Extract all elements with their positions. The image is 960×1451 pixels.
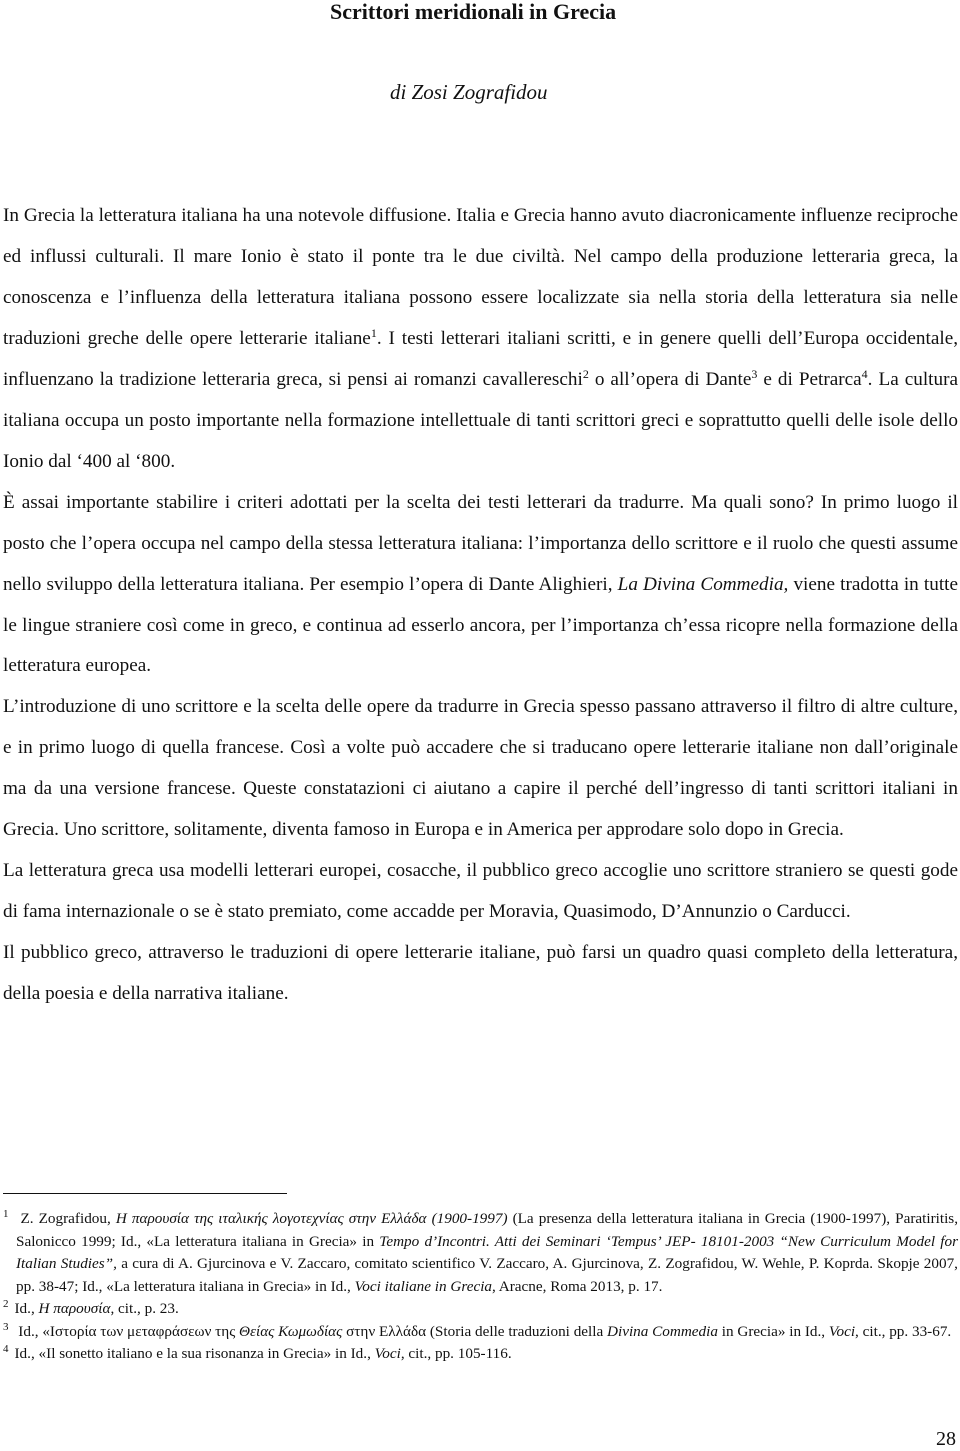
footnote-ref-3[interactable]: 3 [751, 366, 758, 381]
footnote-separator [3, 1193, 287, 1194]
text-span: Id., «Il sonetto italiano e la sua risonanza in Grecia» in Id., [14, 1345, 375, 1362]
greek-title: Η παρουσία της ιταλικής λογοτεχνίας στην Ελλάδα (1900-1997) [115, 1210, 508, 1227]
work-title: Tempo d’Incontri. Atti dei Seminari ‘Tempus’ JEP- 18101-2003 “New Curriculum Model for Italian Studies”, [16, 1232, 958, 1272]
footnote-number: 4 [3, 1343, 9, 1355]
paragraph-1 [3, 196, 958, 483]
footnote-number: 3 [3, 1320, 9, 1333]
footnotes [3, 1208, 958, 1366]
footnote-number: 1 [3, 1208, 9, 1220]
paragraph-5: Il pubblico greco, attraverso le traduzioni di opere letterarie italiane, può farsi un quadro quasi completo della letteratura, della poesia e della narrativa italiane. [3, 942, 958, 1005]
article-body [3, 196, 958, 1015]
footnote-3 [3, 1321, 958, 1344]
footnote-ref-1[interactable]: 1 [370, 325, 377, 340]
greek-title: Θείας Κωμωδίας [239, 1322, 343, 1340]
article-title: Scrittori meridionali in Grecia [330, 0, 617, 24]
text-span: In Grecia la letteratura italiana ha una notevole diffusione. Italia e Grecia hanno avuto diacronicamente influenze reciproche ed influssi culturali. Il mare Ionio è stato il ponte tra le due civiltà. Nel campo della produzione letteraria greca, la conoscenza e l’influenza della letteratura italiana possono essere localizzate sia nella storia della letteratura sia nelle traduzioni greche delle opere letterarie italiane [3, 205, 958, 349]
text-span: a cura di A. Gjurcinova e V. Zaccaro, comitato scientifico V. Zaccaro, A. Gjurcinova, Z. Zografidou, W. Wehle, P. Koprda. Skopje 2007, pp. 38-47; Id., «La letteratura italiana in Grecia» in Id., [16, 1255, 958, 1295]
work-title: Divina Commedia [607, 1322, 718, 1340]
text-span: , cit., p. 23. [110, 1300, 179, 1317]
greek-title: Η παρουσία [38, 1300, 111, 1317]
text-span: Id., [14, 1300, 39, 1317]
text-span: . I testi letterari italiani scritti, e in genere quelli dell’Europa occidentale, influenzano la tradizione letteraria greca, si pensi ai romanzi cavallereschi [3, 327, 959, 390]
paragraph-3: L’introduzione di uno scrittore e la scelta delle opere da tradurre in Grecia spesso passano attraverso il filtro di altre culture, e in primo luogo di quella francese. Così a volte può accadere che si traducano opere letterarie italiane non dall’originale ma da una versione francese. Queste constatazioni ci aiutano a capire il perché dell’ingresso di tanti scrittori italiani in Grecia. Uno scrittore, solitamente, diventa famoso in Europa e in America per approdare solo dopo in Grecia. [3, 696, 958, 841]
footnote-ref-2[interactable]: 2 [582, 366, 589, 381]
text-span: Z. Zografidou, [20, 1210, 116, 1227]
work-title: Voci [374, 1345, 401, 1362]
text-span: , cit., pp. 33-67. [855, 1322, 952, 1340]
text-span: (La presenza della letteratura italiana in Grecia (1900-1997), Paratiritis, Salonicco 1999; Id., «La letteratura italiana in Grecia» in [16, 1210, 958, 1250]
text-span: στην Ελλάδα (Storia delle traduzioni della [342, 1322, 608, 1340]
text-span: , Aracne, Roma 2013, p. 17. [492, 1277, 663, 1295]
paragraph-2 [3, 483, 958, 688]
article-author: di Zosi Zografidou [390, 80, 548, 104]
work-title: Voci italiane in Grecia [354, 1277, 493, 1295]
footnote-1 [3, 1208, 958, 1298]
text-span: in Grecia» in Id., [717, 1322, 829, 1340]
footnote-ref-4[interactable]: 4 [861, 366, 868, 381]
text-span: . La cultura italiana occupa un posto importante nella formazione intellettuale di tanti scrittori greci e soprattutto quelli delle isole dello Ionio dal ‘400 al ‘800. [3, 368, 958, 472]
footnote-2 [3, 1298, 958, 1321]
text-span: È assai importante stabilire i criteri adottati per la scelta dei testi letterari da tradurre. Ma quali sono? In primo luogo il posto che l’opera occupa nel campo della stessa letteratura italiana: l’importanza dello scrittore e il ruolo che questi assume nello sviluppo della letteratura italiana. Per esempio l’opera di Dante Alighieri, [3, 491, 958, 595]
text-span: , cit., pp. 105-116. [400, 1345, 512, 1362]
work-title: La Divina Commedia, [617, 573, 789, 595]
text-span: Id., «Ιστορία των μεταφράσεων της [14, 1322, 240, 1340]
footnote-number: 2 [3, 1298, 9, 1310]
text-span: e di Petrarca [757, 368, 862, 390]
text-span: o all’opera di Dante [588, 368, 752, 390]
footnote-4 [3, 1343, 958, 1366]
page-number: 28 [936, 1428, 956, 1450]
text-span: viene tradotta in tutte le lingue straniere così come in greco, e continua ad esserlo ancora, per l’importanza ch’essa ricopre nella formazione della letteratura europea. [3, 573, 958, 677]
work-title: Voci [828, 1322, 856, 1340]
paragraph-4: La letteratura greca usa modelli letterari europei, cosacche, il pubblico greco accoglie uno scrittore straniero se questi gode di fama internazionale o se è stato premiato, come accadde per Moravia, Quasimodo, D’Annunzio o Carducci. [3, 860, 958, 923]
